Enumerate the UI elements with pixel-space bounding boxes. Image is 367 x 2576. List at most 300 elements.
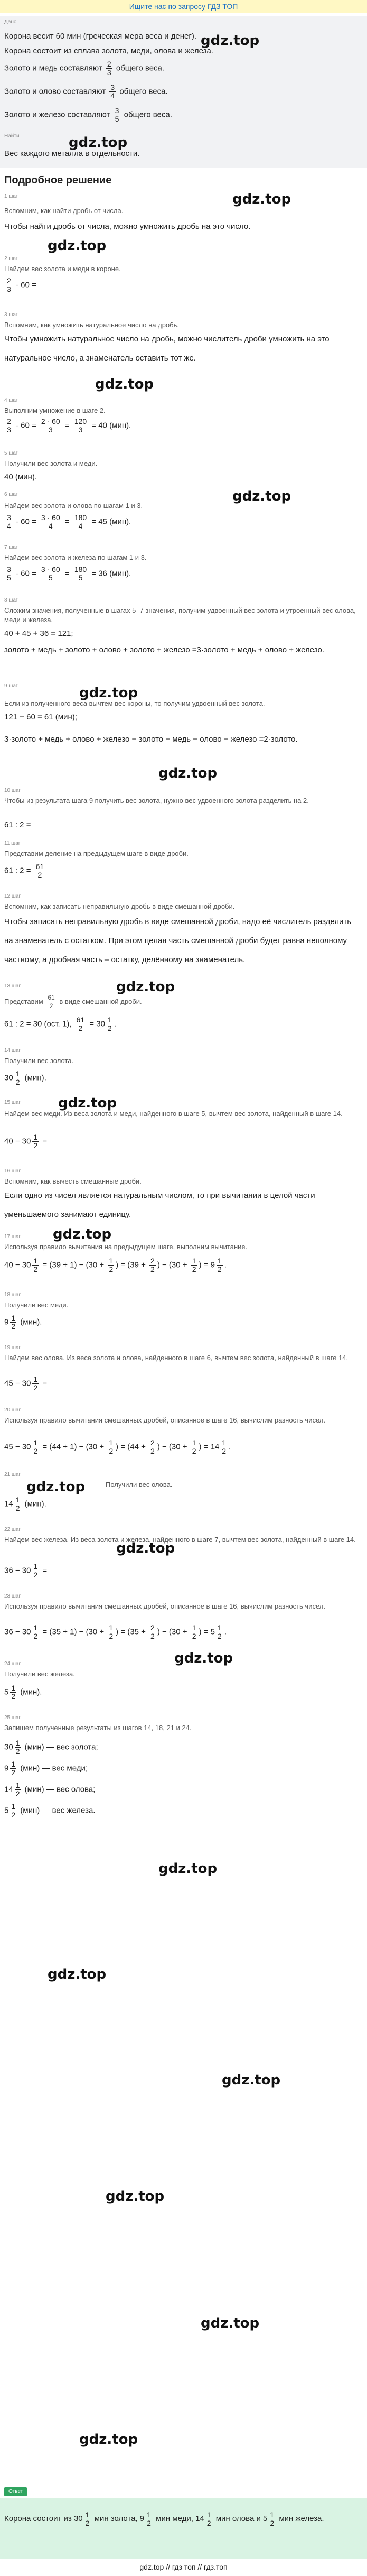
numerator: 180 xyxy=(74,565,87,574)
expression-part: = xyxy=(89,1019,95,1029)
step-word: шаг xyxy=(11,1661,21,1667)
step-label xyxy=(4,1527,21,1532)
denominator: 2 xyxy=(150,1265,155,1273)
step-label xyxy=(4,983,21,989)
fraction xyxy=(84,2511,91,2527)
footer-separator: // xyxy=(197,2563,202,2571)
step-word: шаг xyxy=(8,492,18,497)
unit: (мин). xyxy=(20,1317,42,1327)
step-body: 3·золото + медь + олово + железо − золото − медь − олово − железо =2·золото. xyxy=(4,735,298,744)
result-iron: 5 $\frac{1}{2}$ (мин) — вес железа. xyxy=(4,1802,96,1819)
fraction xyxy=(217,1257,223,1273)
fraction xyxy=(191,1257,197,1273)
numerator: 1 xyxy=(33,1438,38,1447)
fraction xyxy=(10,1803,16,1819)
numerator: 1 xyxy=(15,1781,20,1789)
footer-link[interactable]: гдз топ xyxy=(172,2563,196,2571)
numerator: 61 xyxy=(76,1015,85,1024)
given-composition: Корона состоит из сплава золота, меди, олова и железа. xyxy=(4,47,213,56)
numerator: 1 xyxy=(217,1623,222,1632)
expression-part: 61 : 2 = 30 (ост. 1), xyxy=(4,1019,72,1029)
step-result: 14 $\frac{1}{2}$ (мин). xyxy=(4,1495,46,1512)
step-number: 24 xyxy=(4,1661,11,1667)
given-gold-copper xyxy=(4,60,164,77)
step-expression: 121 − 60 = 61 (мин); xyxy=(4,713,77,722)
step-expression: 36 − 30 $\frac{1}{2}$ = (35 + 1) − (30 + $\frac{1}{2}$ ) = (35 + $\frac{2}{2}$ ) − (30 + $\frac{1}{2}$ ) = 5 $\frac{1}{2}$ . xyxy=(4,1623,227,1640)
step-word: шаг xyxy=(11,788,21,793)
step-number: 5 xyxy=(4,450,7,456)
numerator: 1 xyxy=(15,1495,20,1504)
numerator: 1 xyxy=(192,1257,196,1265)
fraction xyxy=(217,1624,223,1640)
fraction xyxy=(10,1760,16,1777)
fraction xyxy=(15,1739,21,1756)
step-word: шаг xyxy=(11,1593,21,1599)
step-title: Найдем вес железа. Из веса золота и железа, найденного в шаге 7, вычтем вес золота, найденный в шаге 14. xyxy=(4,1536,356,1544)
step-number: 18 xyxy=(4,1292,11,1298)
fraction xyxy=(221,1439,227,1455)
step-label xyxy=(4,683,18,689)
step-number: 20 xyxy=(4,1407,11,1413)
step-expression: 40 + 45 + 36 = 121; xyxy=(4,629,73,638)
step-number: 22 xyxy=(4,1527,11,1532)
step-number: 21 xyxy=(4,1472,11,1478)
fraction xyxy=(146,2511,152,2527)
step-label xyxy=(4,597,18,603)
denominator: 3 xyxy=(107,68,111,77)
numerator: 2 · 60 xyxy=(41,417,60,426)
step-word: шаг xyxy=(11,1292,21,1298)
step-title: Вспомним, как вычесть смешанные дроби. xyxy=(4,1177,142,1185)
footer xyxy=(0,2563,367,2571)
unit: (мин). xyxy=(20,1687,42,1697)
step-result: 9 $\frac{1}{2}$ (мин). xyxy=(4,1314,42,1331)
step-expression: 61 : 2 = xyxy=(4,820,31,829)
step-title: Представим деление на предыдущем шаге в виде дроби. xyxy=(4,850,189,857)
step-label xyxy=(4,398,18,403)
step-title: Найдем вес меди. Из веса золота и меди, найденного в шаге 5, вычтем вес золота, найденный в шаге 14. xyxy=(4,1110,343,1118)
step-number: 16 xyxy=(4,1168,11,1174)
watermark: gdz.top xyxy=(95,376,154,392)
step-expression: $\frac{3}{4}$ · 60 = $\frac{3 \cdot 60}{4}$ = $\frac{180}{4}$ = 45 (мин). xyxy=(7,513,131,530)
step-label xyxy=(4,1472,21,1478)
step-title: Получили вес железа. xyxy=(4,1670,75,1678)
denominator: 2 xyxy=(206,2518,211,2527)
step-expression: $\frac{3}{5}$ · 60 = $\frac{3 \cdot 60}{5}$ = $\frac{180}{5}$ = 36 (мин). xyxy=(7,565,131,582)
step-number: 25 xyxy=(4,1715,11,1721)
step-word: шаг xyxy=(8,256,18,262)
top-banner xyxy=(0,0,367,13)
step-result: 40 (мин). xyxy=(4,473,37,482)
denominator: 3 xyxy=(7,285,11,293)
step-number: 7 xyxy=(4,544,7,550)
given-label: Дано xyxy=(4,19,17,25)
step-word: шаг xyxy=(11,893,21,899)
given-gold-copper-tail: общего веса. xyxy=(116,63,165,73)
denominator: 2 xyxy=(270,2518,275,2527)
given-gold-iron xyxy=(4,107,172,123)
step-expression: 45 − 30 $\frac{1}{2}$ = (44 + 1) − (30 + $\frac{1}{2}$ ) = (44 + $\frac{2}{2}$ ) − (30 + $\frac{1}{2}$ ) = 14 $\frac{1}{2}$ . xyxy=(4,1438,231,1455)
denominator: 2 xyxy=(11,1692,16,1701)
given-crown: Корона весит 60 мин (греческая мера веса и денег). xyxy=(4,32,197,41)
step-label xyxy=(4,1345,21,1351)
denominator: 2 xyxy=(217,1632,222,1640)
step-result: 30 $\frac{1}{2}$ (мин). xyxy=(4,1069,46,1086)
denominator: 4 xyxy=(78,522,83,530)
denominator: 2 xyxy=(49,1002,53,1010)
step-label xyxy=(4,256,18,262)
step-word: шаг xyxy=(11,1168,21,1174)
denominator: 2 xyxy=(11,1811,16,1819)
step-title-part: в виде смешанной дроби. xyxy=(59,997,142,1005)
numerator: 1 xyxy=(15,1069,20,1078)
answer-part: Корона состоит из xyxy=(4,2514,72,2523)
given-gold-tin-text: Золото и олово составляют xyxy=(4,87,106,96)
given-gold-tin-tail: общего веса. xyxy=(119,87,168,96)
answer-text: Корона состоит из 30 $\frac{1}{2}$ мин золота, 9 $\frac{1}{2}$ мин меди, 14 $\frac{1}{2}$ мин олова и 5 $\frac{1}{2}$ мин железа. xyxy=(4,2510,324,2527)
watermark: gdz.top xyxy=(106,2189,165,2204)
result-tin: 14 $\frac{1}{2}$ (мин) — вес олова; xyxy=(4,1781,96,1798)
step-number: 4 xyxy=(4,398,7,403)
denominator: 2 xyxy=(109,1447,114,1455)
fraction xyxy=(108,1439,114,1455)
fraction xyxy=(32,1563,39,1579)
step-label xyxy=(4,193,18,199)
fraction xyxy=(206,2511,212,2527)
footer-link[interactable]: гдз.топ xyxy=(204,2563,228,2571)
numerator: 1 xyxy=(11,1802,16,1811)
denominator: 2 xyxy=(78,1024,83,1032)
numerator: 2 xyxy=(7,276,11,285)
step-number: 15 xyxy=(4,1100,11,1105)
denominator: 2 xyxy=(109,1265,114,1273)
numerator: 1 xyxy=(206,2510,211,2519)
answer-part: мин меди, xyxy=(156,2514,193,2523)
numerator: 1 xyxy=(109,1257,114,1265)
denominator: 2 xyxy=(37,871,42,879)
answer-badge: Ответ xyxy=(4,2487,27,2496)
denominator: 5 xyxy=(7,574,11,582)
fraction xyxy=(10,1314,16,1331)
numerator: 3 xyxy=(7,513,11,522)
denominator: 2 xyxy=(33,1571,38,1579)
step-title: Сложим значения, полученные в шагах 5–7 значения, получим удвоенный вес золота и утроенный вес олова, меди и железа. xyxy=(4,606,356,624)
denominator: 2 xyxy=(33,1265,38,1273)
denominator: 4 xyxy=(110,91,115,100)
step-word: шаг xyxy=(8,450,18,456)
numerator: 2 xyxy=(150,1438,155,1447)
numerator: 1 xyxy=(192,1623,196,1632)
step-title: Вспомним, как записать неправильную дробь в виде смешанной дроби. xyxy=(4,902,235,910)
denominator: 2 xyxy=(33,1447,38,1455)
step-title: Запишем полученные результаты из шагов 14, 18, 21 и 24. xyxy=(4,1724,192,1732)
step-label xyxy=(4,492,18,497)
denominator: 2 xyxy=(107,1024,112,1032)
fraction xyxy=(6,418,12,434)
answer-part: мин золота, xyxy=(94,2514,138,2523)
step-word: шаг xyxy=(11,1527,21,1532)
step-expression: 61 : 2 = 30 (ост. 1), $\frac{61}{2}$ = 30 $\frac{1}{2}$ . xyxy=(4,1015,117,1032)
denominator: 2 xyxy=(192,1632,196,1640)
numerator: 1 xyxy=(15,1739,20,1747)
step-title: Выполним умножение в шаге 2. xyxy=(4,407,106,414)
denominator: 2 xyxy=(147,2518,151,2527)
fraction xyxy=(32,1375,39,1392)
numerator: 1 xyxy=(147,2510,151,2519)
denominator: 5 xyxy=(115,115,119,123)
footer-separator: // xyxy=(166,2563,170,2571)
result-copper: 9 $\frac{1}{2}$ (мин) — вес меди; xyxy=(4,1760,88,1777)
denominator: 3 xyxy=(78,426,83,434)
unit: (мин). xyxy=(24,1499,46,1509)
denominator: 4 xyxy=(7,522,11,530)
answer-part: мин олова и xyxy=(215,2514,261,2523)
numerator: 180 xyxy=(74,513,87,522)
step-label xyxy=(4,1100,21,1105)
result-text: (мин) — вес железа. xyxy=(20,1806,96,1815)
step-title xyxy=(4,994,358,1010)
fraction xyxy=(6,514,12,530)
step-number: 1 xyxy=(4,193,7,199)
solution-title: Подробное решение xyxy=(4,174,112,186)
numerator: 1 xyxy=(192,1438,196,1447)
numerator: 61 xyxy=(35,862,44,871)
step-word: шаг xyxy=(8,398,18,403)
watermark: gdz.top xyxy=(201,2315,260,2331)
step-expression: 40 − 30 $\frac{1}{2}$ = (39 + 1) − (30 + $\frac{1}{2}$ ) = (39 + $\frac{2}{2}$ ) − (30 + $\frac{1}{2}$ ) = 9 $\frac{1}{2}$ . xyxy=(4,1257,227,1273)
step-label xyxy=(4,1593,21,1599)
given-gold-copper-text: Золото и медь составляют xyxy=(4,63,102,73)
step-word: шаг xyxy=(11,1100,21,1105)
numerator: 3 xyxy=(115,106,119,115)
numerator: 3 · 60 xyxy=(41,513,60,522)
denominator: 2 xyxy=(109,1632,114,1640)
fraction xyxy=(108,1257,114,1273)
step-label xyxy=(4,1292,21,1298)
watermark: gdz.top xyxy=(174,1650,233,1666)
footer-link[interactable]: gdz.top xyxy=(139,2563,164,2571)
step-title: Чтобы из результата шага 9 получить вес золота, нужно вес удвоенного золота разделить на 2. xyxy=(4,797,309,805)
result-gold: 30 $\frac{1}{2}$ (мин) — вес золота; xyxy=(4,1739,98,1756)
numerator: 61 xyxy=(48,994,55,1001)
watermark: gdz.top xyxy=(116,1540,175,1556)
fraction xyxy=(15,1781,21,1798)
step-label xyxy=(4,841,20,846)
denominator: 2 xyxy=(150,1632,155,1640)
step-number: 13 xyxy=(4,983,11,989)
step-word: шаг xyxy=(11,1407,21,1413)
numerator: 1 xyxy=(270,2510,275,2519)
find-text: Вес каждого металла в отдельности. xyxy=(4,149,140,158)
step-number: 17 xyxy=(4,1234,11,1240)
step-title: Получили вес олова. xyxy=(106,1481,173,1489)
fraction xyxy=(32,1439,39,1455)
numerator: 2 xyxy=(7,417,11,426)
answer-part: мин железа. xyxy=(279,2514,324,2523)
step-body: Чтобы записать неправильную дробь в виде смешанной дроби, надо её числитель разделить на знаменатель с остатком. При этом целая часть смешанной дроби будет равна неполному частному, а дробная часть – остатку, делённому на знаменатель. xyxy=(4,917,352,964)
numerator: 1 xyxy=(11,1760,16,1768)
step-title: Найдем вес золота и железа по шагам 1 и 3. xyxy=(4,553,147,561)
watermark: gdz.top xyxy=(222,2072,281,2088)
step-number: 11 xyxy=(4,841,10,846)
step-title: Получили вес золота. xyxy=(4,1057,74,1065)
numerator: 3 xyxy=(110,83,115,91)
watermark: gdz.top xyxy=(79,685,138,701)
fraction xyxy=(269,2511,275,2527)
numerator: 1 xyxy=(33,1375,38,1383)
step-title: Получили вес меди. xyxy=(4,1301,69,1309)
step-number: 10 xyxy=(4,788,11,793)
watermark: gdz.top xyxy=(26,1479,86,1495)
step-title: Найдем вес золота и меди в короне. xyxy=(4,265,121,273)
numerator: 120 xyxy=(74,417,87,426)
fraction xyxy=(15,1496,21,1512)
fraction xyxy=(32,1624,39,1640)
denominator: 4 xyxy=(48,522,53,530)
step-expression: 40 − 30 $\frac{1}{2}$ = xyxy=(4,1133,48,1150)
denominator: 2 xyxy=(11,1322,16,1331)
fraction xyxy=(149,1257,156,1273)
step-label xyxy=(4,1234,21,1240)
denominator: 2 xyxy=(15,1504,20,1512)
numerator: 1 xyxy=(109,1623,114,1632)
numerator: 3 · 60 xyxy=(41,565,60,574)
denominator: 2 xyxy=(15,1789,20,1798)
step-number: 6 xyxy=(4,492,7,497)
numerator: 1 xyxy=(222,1438,227,1447)
step-expression: $\frac{2}{3}$ · 60 = $\frac{2 \cdot 60}{3}$ = $\frac{120}{3}$ = 40 (мин). xyxy=(7,417,131,434)
denominator: 2 xyxy=(15,1078,20,1086)
step-word: шаг xyxy=(8,544,18,550)
step-label xyxy=(4,1407,21,1413)
watermark: gdz.top xyxy=(48,238,107,254)
fraction xyxy=(149,1624,156,1640)
watermark: gdz.top xyxy=(158,1861,218,1877)
numerator: 1 xyxy=(33,1133,38,1141)
fraction xyxy=(108,1624,114,1640)
fraction xyxy=(15,1070,21,1086)
watermark: gdz.top xyxy=(201,33,260,49)
step-expression: 45 − 30 $\frac{1}{2}$ = xyxy=(4,1375,48,1392)
step-number: 3 xyxy=(4,312,7,318)
denominator: 2 xyxy=(222,1447,227,1455)
given-gold-tin xyxy=(4,84,168,100)
fraction xyxy=(191,1439,197,1455)
denominator: 2 xyxy=(85,2518,90,2527)
fraction xyxy=(32,1257,39,1273)
fraction xyxy=(6,566,12,582)
denominator: 2 xyxy=(150,1447,155,1455)
denominator: 2 xyxy=(15,1747,20,1756)
watermark: gdz.top xyxy=(48,1966,107,1982)
fraction xyxy=(10,1684,16,1701)
step-label xyxy=(4,450,18,456)
fraction xyxy=(40,418,61,434)
step-title: Найдем вес золота и олова по шагам 1 и 3. xyxy=(4,502,143,510)
find-label: Найти xyxy=(4,133,20,139)
step-label xyxy=(4,1168,21,1174)
fraction xyxy=(106,60,112,77)
denominator: 2 xyxy=(192,1447,196,1455)
step-word: шаг xyxy=(8,193,18,199)
step-word: шаг xyxy=(8,597,18,603)
step-title: Если из полученного веса вычтем вес короны, то получим удвоенный вес золота. xyxy=(4,699,265,707)
numerator: 3 xyxy=(7,565,11,574)
watermark: gdz.top xyxy=(53,1226,112,1242)
numerator: 1 xyxy=(11,1684,16,1692)
fraction xyxy=(32,1133,39,1150)
result-text: (мин) — вес золота; xyxy=(24,1742,98,1752)
numerator: 1 xyxy=(85,2510,90,2519)
step-title: Получили вес золота и меди. xyxy=(4,459,98,467)
step-word: шаг xyxy=(11,1345,21,1351)
step-number: 9 xyxy=(4,683,7,689)
fraction xyxy=(73,418,88,434)
step-label xyxy=(4,788,21,793)
numerator: 1 xyxy=(33,1257,38,1265)
step-word: шаг xyxy=(8,312,18,318)
denominator: 2 xyxy=(11,1768,16,1777)
numerator: 2 xyxy=(107,60,111,68)
denominator: 2 xyxy=(33,1383,38,1392)
numerator: 1 xyxy=(33,1562,38,1571)
fraction xyxy=(107,1016,113,1032)
step-number: 12 xyxy=(4,893,11,899)
step-title: Найдем вес олова. Из веса золота и олова, найденного в шаге 6, вычтем вес золота, найденный в шаге 14. xyxy=(4,1354,349,1362)
search-hint-link[interactable]: Ищите нас по запросу ГДЗ ТОП xyxy=(129,2,238,11)
fraction xyxy=(114,107,120,123)
step-expression: $\frac{2}{3}$ · 60 = xyxy=(7,276,36,293)
numerator: 1 xyxy=(11,1314,16,1322)
step-number: 2 xyxy=(4,256,7,262)
step-word: шаг xyxy=(11,1472,21,1478)
watermark: gdz.top xyxy=(232,488,291,504)
step-word: шаг xyxy=(8,683,18,689)
numerator: 2 xyxy=(150,1623,155,1632)
fraction xyxy=(73,514,88,530)
watermark: gdz.top xyxy=(158,765,218,781)
step-label xyxy=(4,544,18,550)
fraction xyxy=(149,1439,156,1455)
step-body: Если одно из чисел является натуральным числом, то при вычитании в целой части уменьшаемого занимают единицу. xyxy=(4,1191,315,1219)
fraction xyxy=(40,514,61,530)
watermark: gdz.top xyxy=(232,191,291,207)
fraction xyxy=(76,1016,86,1032)
numerator: 1 xyxy=(33,1623,38,1632)
step-label xyxy=(4,312,18,318)
denominator: 2 xyxy=(217,1265,222,1273)
fraction xyxy=(6,277,12,293)
step-word: шаг xyxy=(11,1234,21,1240)
result-text: (мин) — вес меди; xyxy=(20,1764,88,1773)
watermark: gdz.top xyxy=(58,1095,117,1111)
fraction xyxy=(46,994,55,1010)
fraction xyxy=(191,1624,197,1640)
step-body: Чтобы умножить натуральное число на дробь, можно числитель дроби умножить на это натуральное число, а знаменатель оставить тот же. xyxy=(4,335,330,363)
step-body: Чтобы найти дробь от числа, можно умножить дробь на это число. xyxy=(4,222,251,231)
step-number: 19 xyxy=(4,1345,11,1351)
given-gold-iron-tail: общего веса. xyxy=(124,110,172,119)
numerator: 1 xyxy=(217,1257,222,1265)
step-number: 14 xyxy=(4,1048,11,1054)
step-title-part: Представим xyxy=(4,997,43,1005)
fraction xyxy=(35,863,45,879)
step-body: золото + медь + золото + олово + золото + железо =3·золото + медь + олово + железо. xyxy=(4,645,324,654)
denominator: 3 xyxy=(48,426,53,434)
denominator: 2 xyxy=(33,1141,38,1150)
step-expression: 61 : 2 = $\frac{61}{2}$ xyxy=(4,862,44,879)
step-title: Используя правило вычитания смешанных дробей, описанное в шаге 16, вычислим разность чисел. xyxy=(4,1602,325,1610)
